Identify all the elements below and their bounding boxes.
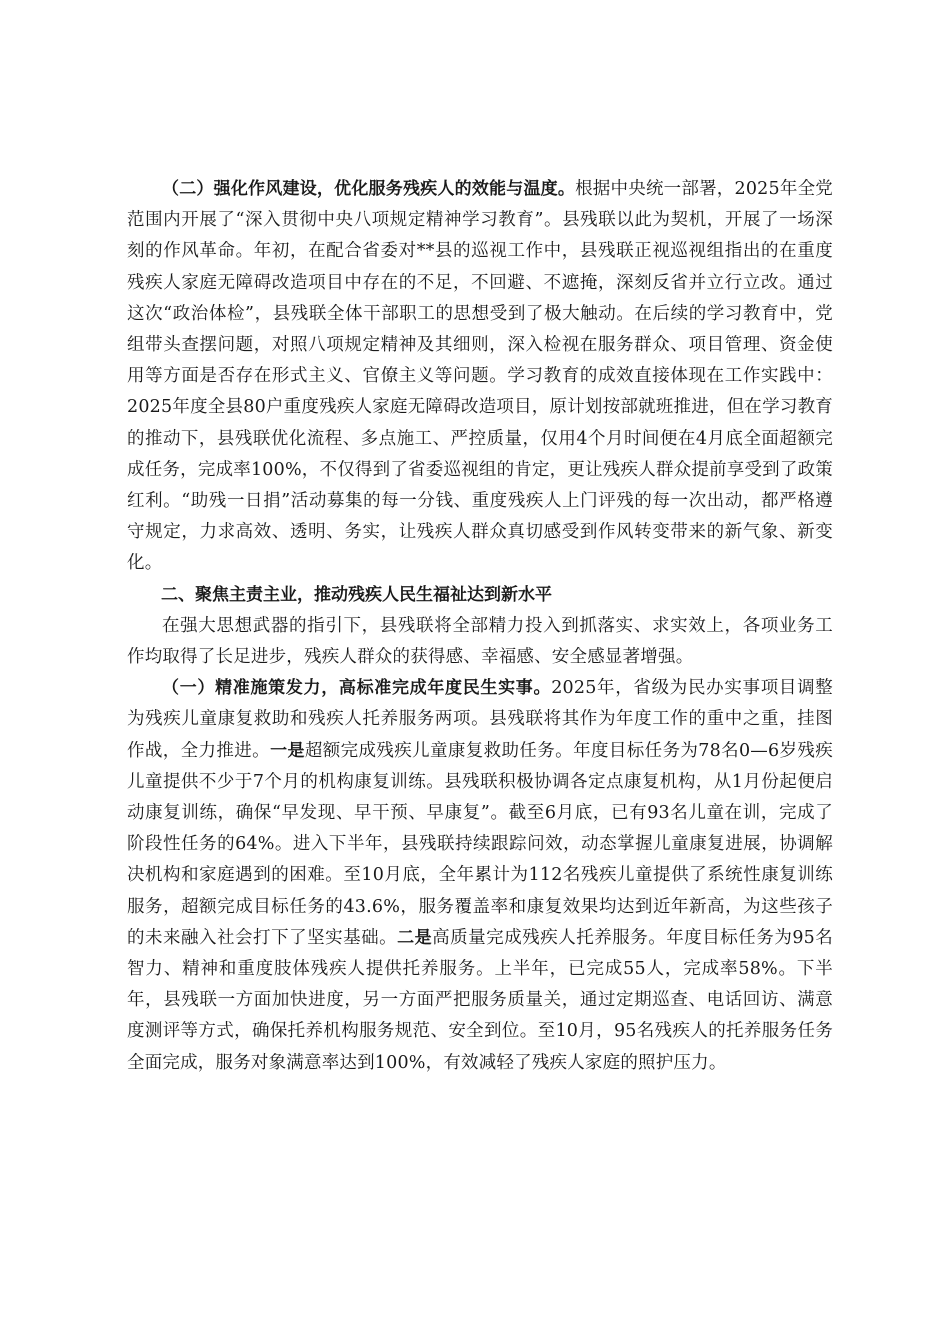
emphasis-first: 一是: [270, 740, 305, 761]
emphasis-second: 二是: [397, 927, 433, 948]
paragraph-body: 在强大思想武器的指引下，县残联将全部精力投入到抓落实、求实效上，各项业务工作均取得了长足进步，残疾人群众的获得感、幸福感、安全感显著增强。: [127, 615, 833, 668]
paragraph-body: 2025年，省级为民办实事项目调整为残疾儿童康复救助和残疾人托养服务两项。县残联将其作为年度工作的重中之重，挂图作战，全力推进。: [127, 678, 833, 761]
paragraph-body: 高质量完成残疾人托养服务。年度目标任务为95名智力、精神和重度肢体残疾人提供托养服务。上半年，已完成55人，完成率58%。下半年，县残联一方面加快进度，另一方面严把服务质量关，通过定期巡查、电话回访、满意度测评等方式，确保托养机构服务规范、安全到位。至10月，95名残疾人的托养服务任务全面完成，服务对象满意率达到100%，有效减轻了残疾人家庭的照护压力。: [127, 927, 833, 1073]
paragraph-livelihood: [127, 673, 833, 1079]
section-lead-work-style: （二）强化作风建设，优化服务残疾人的效能与温度。: [162, 179, 576, 199]
paragraph-intro: [127, 611, 833, 673]
section-heading-2: 二、聚焦主责主业，推动残疾人民生福祉达到新水平: [161, 584, 552, 605]
section-lead-livelihood: （一）精准施策发力，高标准完成年度民生实事。: [162, 678, 552, 699]
paragraph-body: 超额完成残疾儿童康复救助任务。年度目标任务为78名0—6岁残疾儿童提供不少于7个月的机构康复训练。县残联积极协调各定点康复机构，从1月份起便启动康复训练，确保“早发现、早干预、早康复”。截至6月底，已有93名儿童在训，完成了阶段性任务的64%。进入下半年，县残联持续跟踪问效，动态掌握儿童康复进展，协调解决机构和家庭遇到的困难。至10月底，全年累计为112名残疾儿童提供了系统性康复训练服务，超额完成目标任务的43.6%，服务覆盖率和康复效果均达到近年新高，为这些孩子的未来融入社会打下了坚实基础。: [127, 740, 833, 948]
document-page: [127, 174, 833, 1079]
paragraph-work-style: [127, 174, 833, 580]
paragraph-body: 根据中央统一部署，2025年全党范围内开展了“深入贯彻中央八项规定精神学习教育”。县残联以此为契机，开展了一场深刻的作风革命。年初，在配合省委对**县的巡视工作中，县残联正视巡视组指出的在重度残疾人家庭无障碍改造项目中存在的不足，不回避、不遮掩，深刻反省并立行立改。通过这次“政治体检”，县残联全体干部职工的思想受到了极大触动。在后续的学习教育中，党组带头查摆问题，对照八项规定精神及其细则，深入检视在服务群众、项目管理、资金使用等方面是否存在形式主义、官僚主义等问题。学习教育的成效直接体现在工作实践中：2025年度全县80户重度残疾人家庭无障碍改造项目，原计划按部就班推进，但在学习教育的推动下，县残联优化流程、多点施工、严控质量，仅用4个月时间便在4月底全面超额完成任务，完成率100%，不仅得到了省委巡视组的肯定，更让残疾人群众提前享受到了政策红利。“助残一日捐”活动募集的每一分钱、重度残疾人上门评残的每一次出动，都严格遵守规定，力求高效、透明、务实，让残疾人群众真切感受到作风转变带来的新气象、新变化。: [127, 179, 833, 574]
